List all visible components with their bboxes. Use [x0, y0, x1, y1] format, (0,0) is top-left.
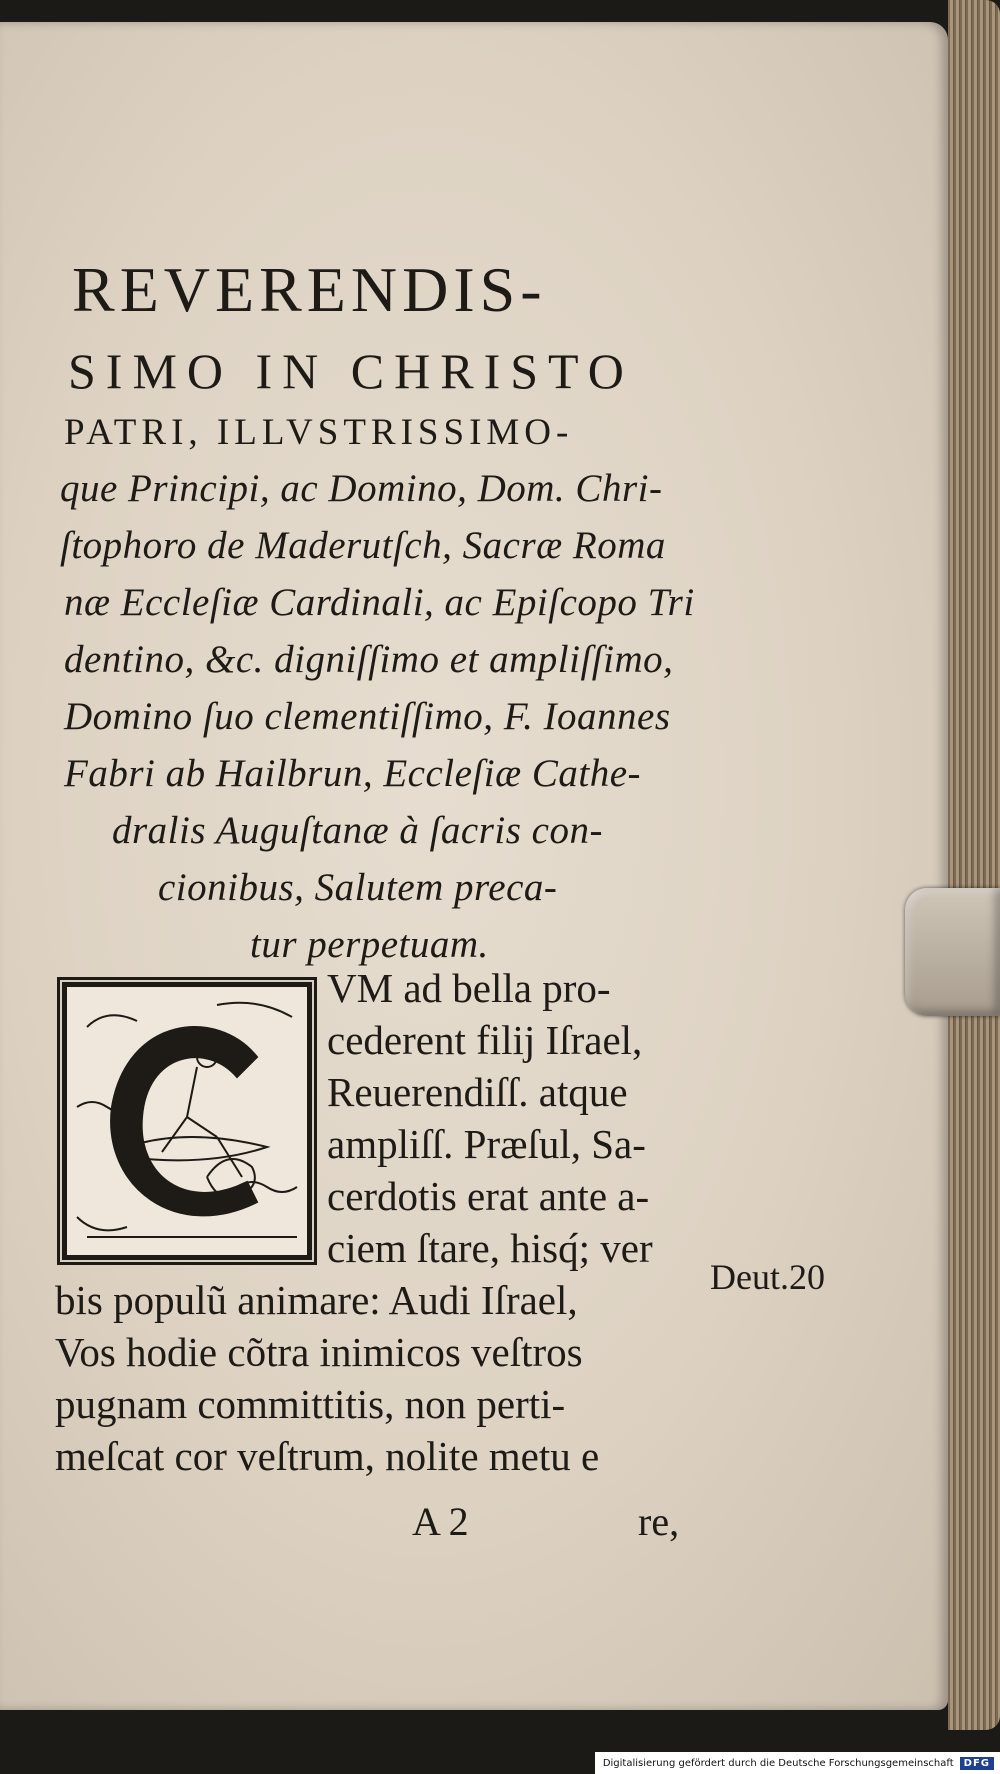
body-line-1: VM ad bella pro- — [327, 965, 611, 1011]
title-line-5: ſtophoro de Maderutſch, Sacræ Roma — [60, 524, 666, 567]
digitization-credit — [595, 1752, 1000, 1774]
title-line-12: tur perpetuam. — [250, 923, 489, 966]
catchword: re, — [638, 1499, 680, 1544]
body-line-4: ampliſſ. Præſul, Sa- — [327, 1121, 646, 1167]
body-line-7: bis populũ animare: Audi Iſrael, — [55, 1277, 578, 1323]
body-line-5: cerdotis erat ante a- — [327, 1173, 650, 1219]
woodcut-initial-c-icon — [67, 987, 307, 1255]
title-line-3: PATRI, ILLVSTRISSIMO- — [64, 412, 574, 453]
dedication-heading — [60, 254, 720, 966]
signature-mark: A 2 — [412, 1499, 469, 1544]
body-line-6: ciem ſtare, hisq́; ver — [327, 1225, 653, 1271]
woodcut-initial — [62, 982, 312, 1260]
title-line-8: Domino ſuo clementiſſimo, F. Ioannes — [64, 695, 671, 738]
body-line-3: Reuerendiſſ. atque — [327, 1069, 628, 1115]
dfg-logo: DFG — [960, 1757, 994, 1770]
page-edges — [948, 0, 1000, 1730]
title-line-2: SIMO IN CHRISTO — [68, 343, 634, 399]
body-line-9: pugnam committitis, non perti- — [55, 1381, 566, 1427]
title-line-10: dralis Auguſtanæ à ſacris con- — [112, 809, 603, 852]
title-line-6: næ Eccleſiæ Cardinali, ac Epiſcopo Tri — [64, 581, 695, 624]
body-line-8: Vos hodie cõtra inimicos veſtros — [55, 1329, 583, 1375]
title-line-9: Fabri ab Hailbrun, Eccleſiæ Cathe- — [64, 752, 642, 795]
marginal-note: Deut.20 — [710, 1257, 825, 1297]
credit-text: Digitalisierung gefördert durch die Deutsche Forschungsgemeinschaft — [602, 1757, 954, 1769]
book-clasp — [905, 888, 1000, 1016]
body-line-2: cederent filij Iſrael, — [327, 1017, 643, 1063]
body-line-10: meſcat cor veſtrum, nolite metu e — [55, 1433, 600, 1479]
title-line-7: dentino, &c. digniſſimo et ampliſſimo, — [64, 638, 674, 681]
title-line-1: REVERENDIS- — [72, 254, 547, 325]
title-line-4: que Principi, ac Domino, Dom. Chri- — [60, 467, 663, 510]
title-line-11: cionibus, Salutem preca- — [158, 866, 558, 909]
